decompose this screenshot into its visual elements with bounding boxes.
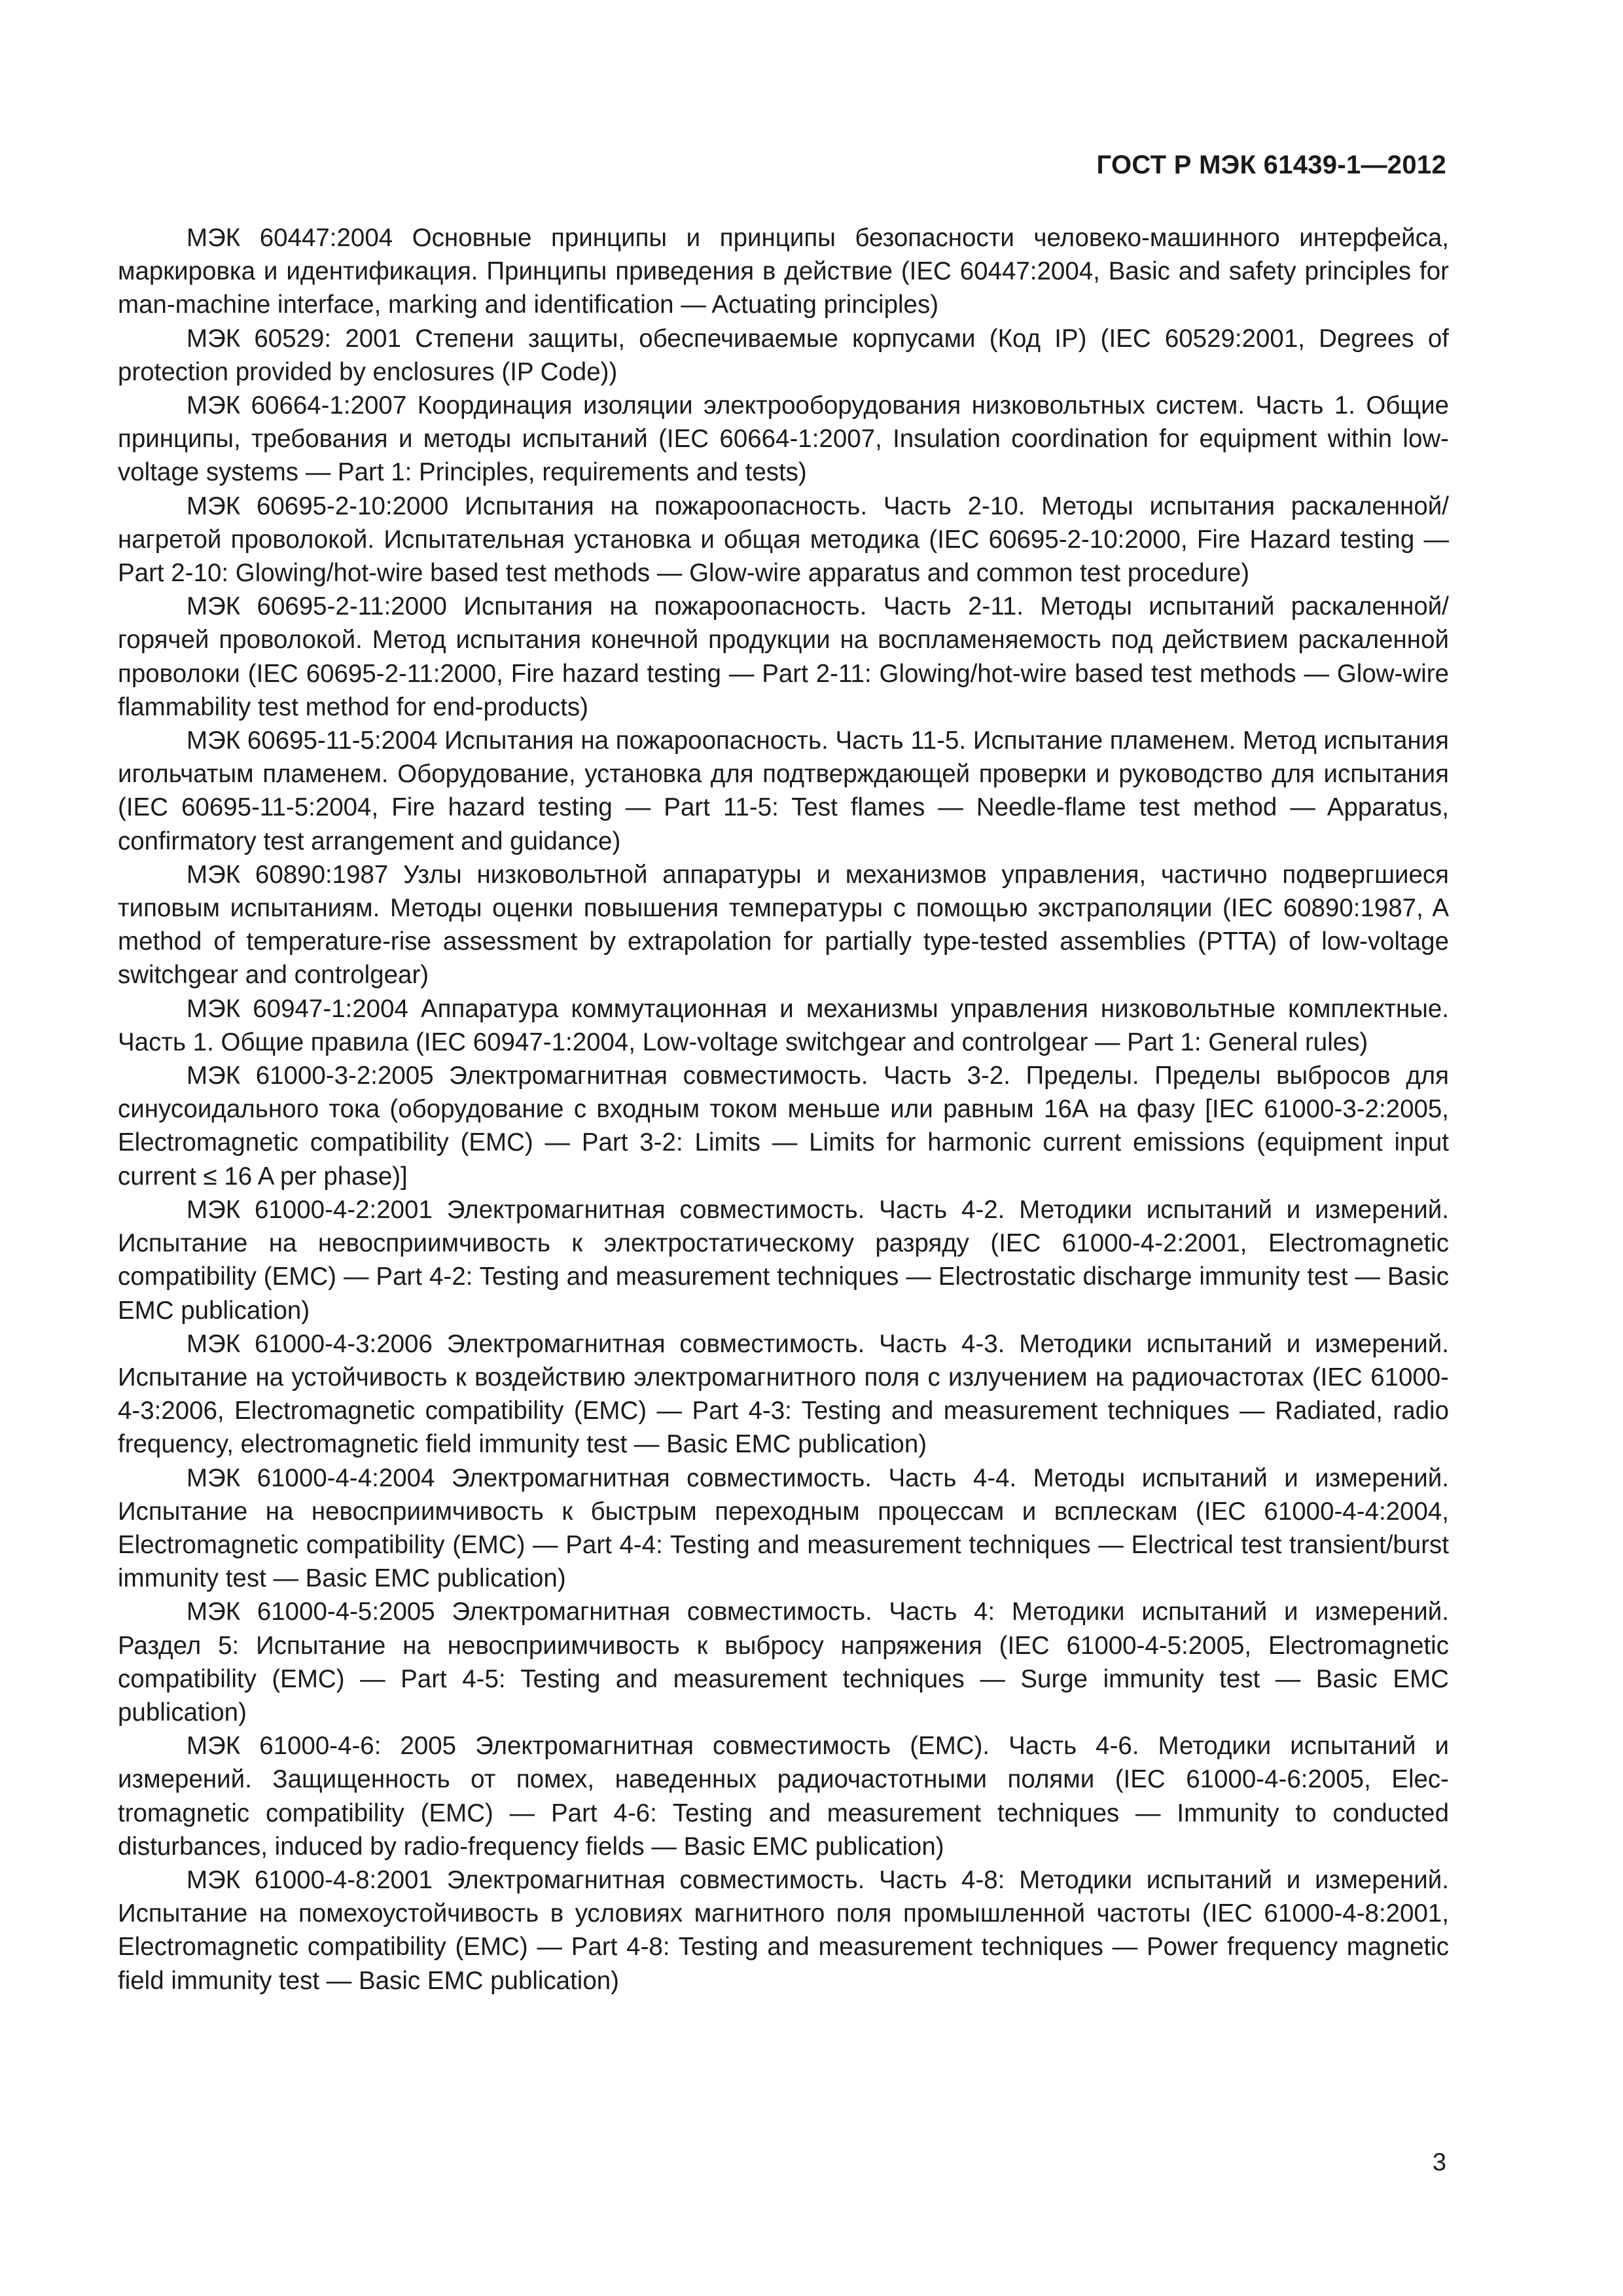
reference-iec-61000-4-4: МЭК 61000-4-4:2004 Электромагнитная совместимость. Часть 4-4. Методы испытаний и измерений. Испытание на невосприимчивость к быстрым переходным процессам и всплескам (IEC 61000-4-4:2004, Electromagnetic compatibility (EMC) — Part 4-4: Testing and measurement techniques — Electrical test transient/burst immunity test — Basic EMC publication) xyxy=(118,1463,1449,1593)
reference-iec-61000-3-2: МЭК 61000-3-2:2005 Электромагнитная совместимость. Часть 3-2. Пределы. Пределы выбросов для синусоидального тока (оборудование с входным током меньше или равным 16А на фазу [IEC 61000-3-2:2005, Electromagnetic compatibility (EMC) — Part 3-2: Limits — Limits for harmonic current emissions (equipment input current ≤ 16 A per phase)] xyxy=(118,1062,1449,1191)
reference-iec-60447: МЭК 60447:2004 Основные принципы и принципы безопасности человеко-машинного интерфейса, маркировка и идентификация. Принципы приведения в действие (IEC 60447:2004, Basic and safety principles for man-machine interface, marking and identification — Actuating principles) xyxy=(118,224,1449,319)
document-header-standard-id: ГОСТ Р МЭК 61439-1—2012 xyxy=(1096,151,1446,179)
reference-iec-60695-11-5: МЭК 60695-11-5:2004 Испытания на пожароопасность. Часть 11-5. Испытание пламенем. Метод испытания игольчатым пламенем. Оборудование, установка для подтверждающей проверки и руководство для испытания (IEC 60695-11-5:2004, Fire hazard testing — Part 11-5: Test flames — Needle-flame test method — Apparatus, confirmatory test arrangement and guidance) xyxy=(118,726,1449,855)
reference-iec-60695-2-11: МЭК 60695-2-11:2000 Испытания на пожароопасность. Часть 2-11. Методы испытаний раскаленной/горячей проволокой. Метод испытания конечной продукции на воспламеняемость под действием раскаленной проволоки (IEC 60695-2-11:2000, Fire hazard testing — Part 2-11: Glowing/hot-wire based test methods — Glow-wire flammability test method for end-products) xyxy=(118,592,1449,721)
reference-iec-61000-4-2: МЭК 61000-4-2:2001 Электромагнитная совместимость. Часть 4-2. Методики испытаний и измерений. Испытание на невосприимчивость к электростатическому разряду (IEC 61000-4-2:2001, Electromagnetic compatibility (EMC) — Part 4-2: Testing and measurement techniques — Electrostatic discharge immunity test — Basic EMC publication) xyxy=(118,1195,1449,1325)
reference-iec-60664-1: МЭК 60664-1:2007 Координация изоляции электрооборудования низковольтных систем. Часть 1. Общие принципы, требования и методы испытаний (IEC 60664-1:2007, Insulation coordination for equipment within low-voltage systems — Part 1: Principles, requirements and tests) xyxy=(118,391,1449,487)
reference-iec-61000-4-5: МЭК 61000-4-5:2005 Электромагнитная совместимость. Часть 4: Методики испытаний и измерений. Раздел 5: Испытание на невосприимчивость к выбросу напряжения (IEC 61000-4-5:2005, Electromagnetic compatibility (EMC) — Part 4-5: Testing and measurement techniques — Surge immunity test — Basic EMC publication) xyxy=(118,1598,1449,1727)
reference-iec-61000-4-8: МЭК 61000-4-8:2001 Электромагнитная совместимость. Часть 4-8: Методики испытаний и измерений. Испытание на помехоустойчивость в условиях магнитного поля промышленной частоты (IEC 61000-4-8:2001, Electromagnetic compatibility (EMC) — Part 4-8: Testing and measurement techniques — Power frequency magnetic field immunity test — Basic EMC publication) xyxy=(118,1865,1449,1995)
reference-iec-60947-1: МЭК 60947-1:2004 Аппаратура коммутационная и механизмы управления низковольтные комплектные. Часть 1. Общие правила (IEC 60947-1:2004, Low-voltage switchgear and controlgear — Part 1: General rules) xyxy=(118,994,1449,1056)
reference-iec-60890: МЭК 60890:1987 Узлы низковольтной аппаратуры и механизмов управления, частично подвергшиеся типовым испытаниям. Методы оценки повышения температуры с помощью экстраполяции (IEC 60890:1987, A method of temperature-rise assessment by extrapolation for partially type-tested assemblies (PTTA) of low-voltage switchgear and controlgear) xyxy=(118,860,1449,990)
reference-iec-60695-2-10: МЭК 60695-2-10:2000 Испытания на пожароопасность. Часть 2-10. Методы испытания раскаленной/нагретой проволокой. Испытательная установка и общая методика (IEC 60695-2-10:2000, Fire Hazard testing — Part 2-10: Glowing/hot-wire based test methods — Glow-wire apparatus and common test procedure) xyxy=(118,492,1449,588)
reference-iec-60529: МЭК 60529: 2001 Степени защиты, обеспечиваемые корпусами (Код IP) (IEC 60529:2001, Degrees of protection provided by enclosures (IP Code)) xyxy=(118,324,1449,386)
reference-iec-61000-4-3: МЭК 61000-4-3:2006 Электромагнитная совместимость. Часть 4-3. Методики испытаний и измерений. Испытание на устойчивость к воздействию электромагнитного поля с излучением на радиочастотах (IEC 61000-4-3:2006, Electromagnetic compatibility (EMC) — Part 4-3: Testing and measurement techniques — Radiated, radio frequency, electromagnetic field immunity test — Basic EMC publication) xyxy=(118,1329,1449,1459)
page-number: 3 xyxy=(1432,2149,1446,2176)
normative-references-list xyxy=(118,221,1449,1998)
reference-iec-61000-4-6: МЭК 61000-4-6: 2005 Электромагнитная совместимость (ЕМС). Часть 4-6. Методики испытаний и измерений. Защищенность от помех, наведенных радиочастотными полями (IEC 61000-4-6:2005, Electromagnetic compatibility (EMC) — Part 4-6: Testing and measurement techniques — Immunity to conducted disturbances, induced by radio-frequency fields — Basic EMC publication) xyxy=(118,1732,1449,1861)
